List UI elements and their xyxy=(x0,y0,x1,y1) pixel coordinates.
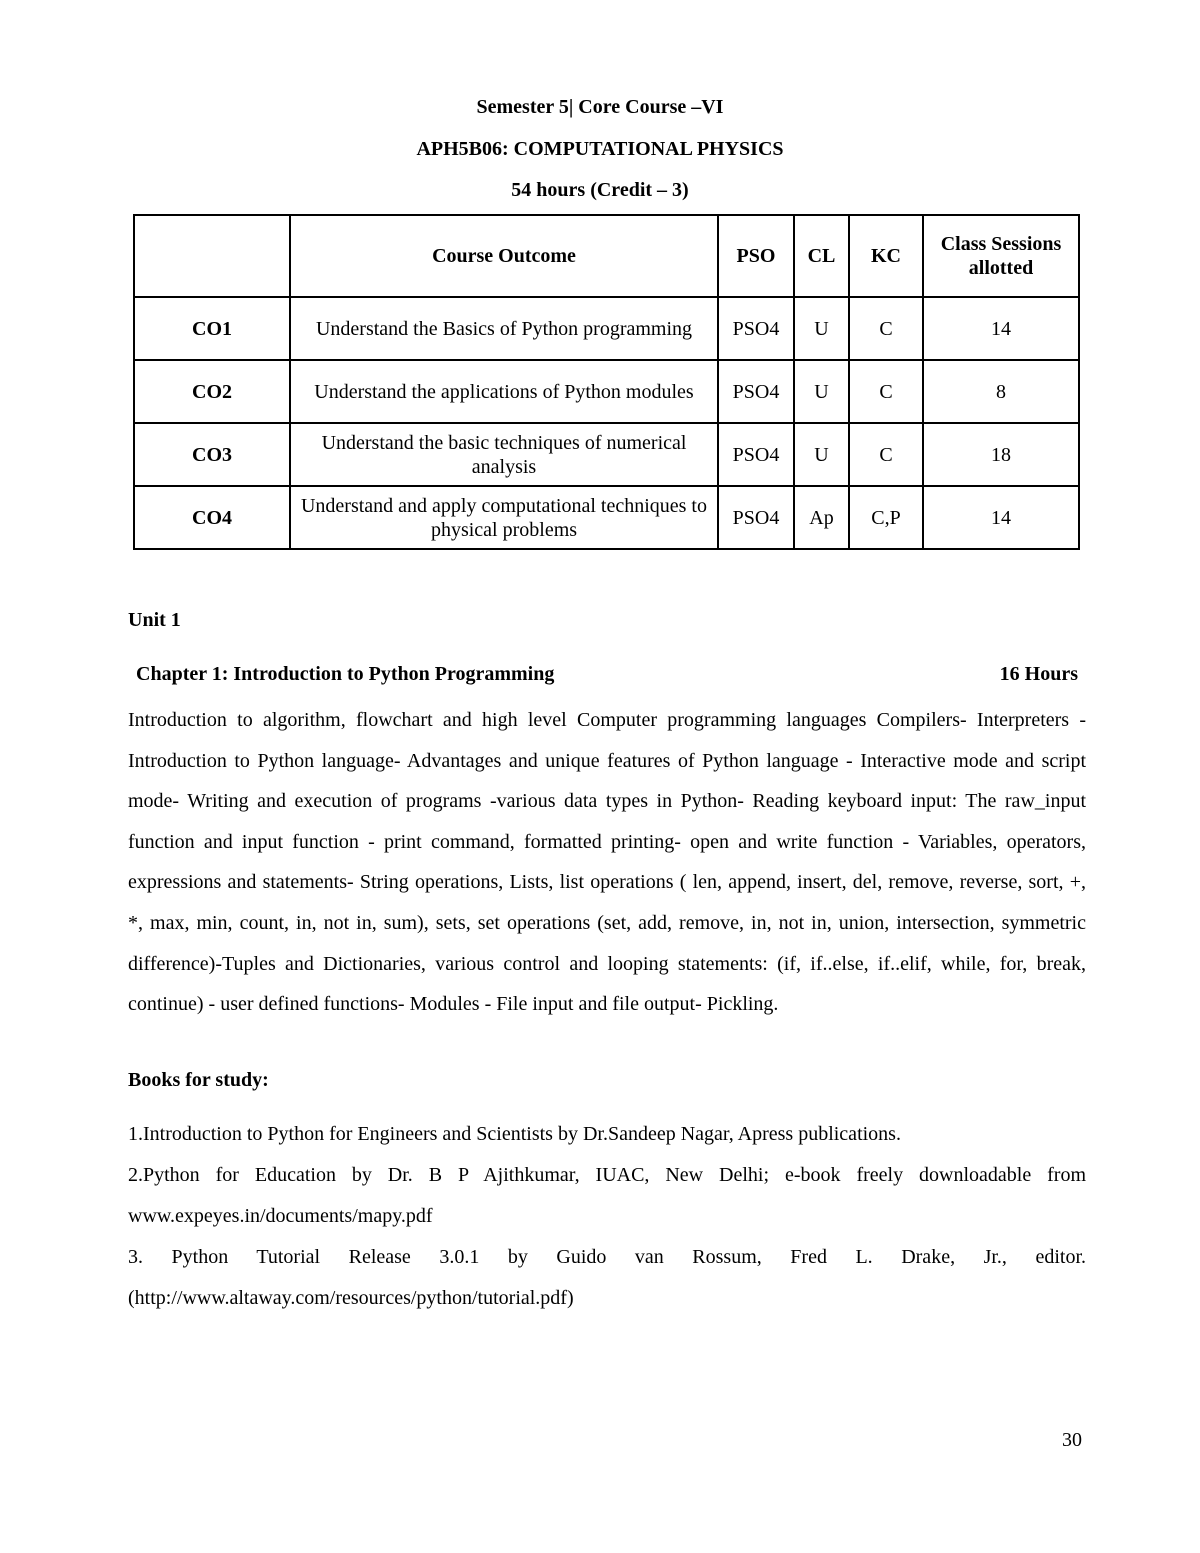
outcome-text: Understand the basic techniques of numerical analysis xyxy=(290,423,718,486)
outcome-pso: PSO4 xyxy=(718,297,794,360)
outcome-cl: U xyxy=(794,360,849,423)
table-header-row xyxy=(134,215,1079,297)
course-hours-credit: 54 hours (Credit – 3) xyxy=(511,179,689,201)
header-cell-class-sessions: Class Sessions allotted xyxy=(923,215,1079,297)
header-cell-pso: PSO xyxy=(718,215,794,297)
course-title: APH5B06: COMPUTATIONAL PHYSICS xyxy=(416,138,784,160)
outcome-pso: PSO4 xyxy=(718,423,794,486)
outcome-kc: C,P xyxy=(849,486,923,549)
header-cell-empty xyxy=(134,215,290,297)
books-heading: Books for study: xyxy=(128,1069,269,1091)
outcome-text: Understand the applications of Python modules xyxy=(290,360,718,423)
outcome-kc: C xyxy=(849,360,923,423)
page-number: 30 xyxy=(1062,1429,1082,1451)
unit-title: Unit 1 xyxy=(128,609,181,631)
outcome-kc: C xyxy=(849,423,923,486)
book-item: 3. Python Tutorial Release 3.0.1 by Guido van Rossum, Fred L. Drake, Jr., editor. (http://www.altaway.com/resources/python/tutorial.pdf) xyxy=(128,1246,1086,1309)
outcome-text: Understand and apply computational techniques to physical problems xyxy=(290,486,718,549)
chapter-title: Chapter 1: Introduction to Python Programming xyxy=(136,663,555,685)
outcome-sessions: 14 xyxy=(923,486,1079,549)
table-row xyxy=(134,486,1079,549)
course-semester-heading: Semester 5| Core Course –VI xyxy=(476,96,724,118)
outcome-sessions: 14 xyxy=(923,297,1079,360)
outcome-pso: PSO4 xyxy=(718,486,794,549)
outcome-id: CO3 xyxy=(134,423,290,486)
header-cell-kc: KC xyxy=(849,215,923,297)
outcome-cl: U xyxy=(794,297,849,360)
outcome-sessions: 8 xyxy=(923,360,1079,423)
outcome-id: CO4 xyxy=(134,486,290,549)
outcome-kc: C xyxy=(849,297,923,360)
chapter-hours: 16 Hours xyxy=(999,663,1078,685)
chapter-content: Introduction to algorithm, flowchart and high level Computer programming languages Compilers- Interpreters - Introduction to Python language- Advantages and unique features of Python language - Interactive mode and script mode- Writing and execution of programs -various data types in Python- Reading keyboard input: The raw_input function and input function - print command, formatted printing- open and write function - Variables, operators, expressions and statements- String operations, Lists, list operations ( len, append, insert, del, remove, reverse, sort, +, *, max, min, count, in, not in, sum), sets, set operations (set, add, remove, in, not in, union, intersection, symmetric difference)-Tuples and Dictionaries, various control and looping statements: (if, if..else, if..elif, while, for, break, continue) - user defined functions- Modules - File input and file output- Pickling. xyxy=(128,709,1086,1016)
chapter-heading xyxy=(136,662,1078,686)
outcome-cl: Ap xyxy=(794,486,849,549)
table-row xyxy=(134,297,1079,360)
header-cell-course-outcome: Course Outcome xyxy=(290,215,718,297)
outcome-sessions: 18 xyxy=(923,423,1079,486)
outcome-pso: PSO4 xyxy=(718,360,794,423)
header-cell-cl: CL xyxy=(794,215,849,297)
outcome-id: CO2 xyxy=(134,360,290,423)
table-row xyxy=(134,360,1079,423)
table-row xyxy=(134,423,1079,486)
course-outcomes-table xyxy=(133,214,1080,550)
outcome-cl: U xyxy=(794,423,849,486)
book-item: 1.Introduction to Python for Engineers and Scientists by Dr.Sandeep Nagar, Apress publications. xyxy=(128,1123,901,1145)
outcome-text: Understand the Basics of Python programming xyxy=(290,297,718,360)
book-item: 2.Python for Education by Dr. B P Ajithkumar, IUAC, New Delhi; e-book freely downloadable from www.expeyes.in/documents/mapy.pdf xyxy=(128,1164,1086,1227)
outcome-id: CO1 xyxy=(134,297,290,360)
